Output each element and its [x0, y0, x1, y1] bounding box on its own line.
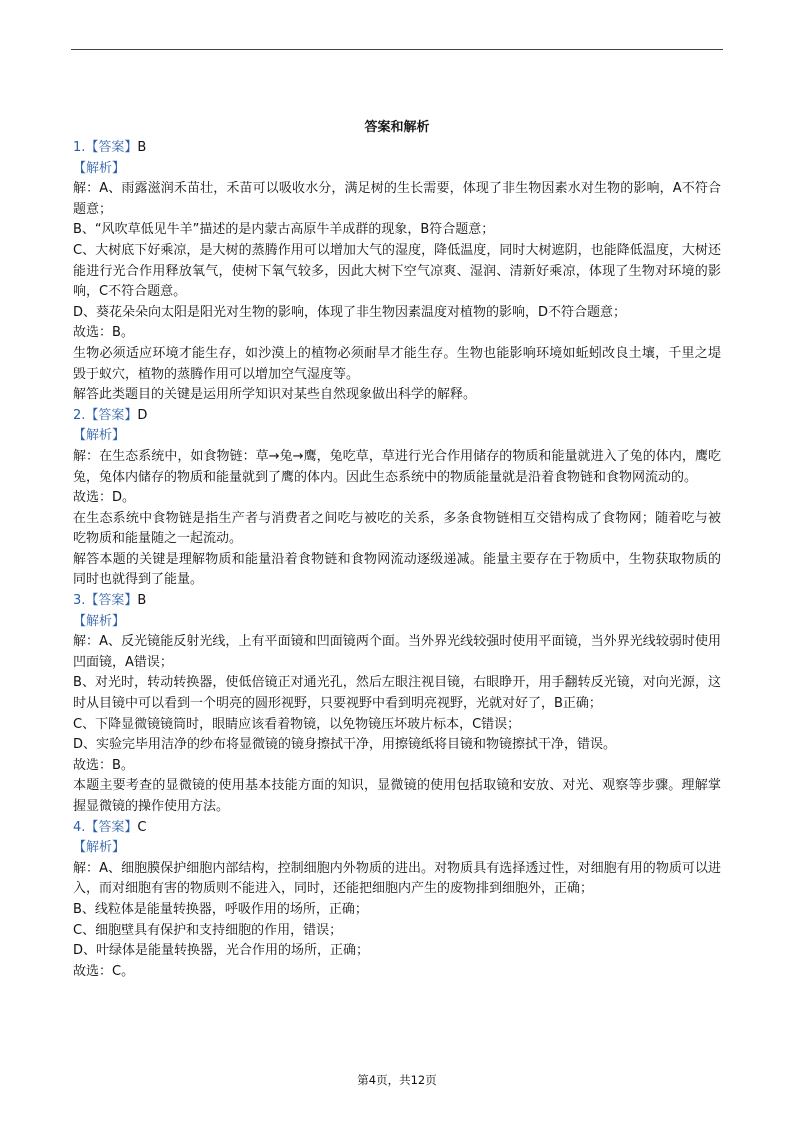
line-text: 解：A、细胞膜保护细胞内部结构，控制细胞内外物质的进出。对物质具有选择透过性，对细胞有用的物质可以进入，而对细胞有害的物质则不能进入，同时，还能把细胞内产生的废物排到细胞外，正确；	[73, 860, 721, 897]
header-rule	[71, 49, 723, 50]
line-text: C、细胞壁具有保护和支持细胞的作用，错误；	[73, 922, 343, 938]
label-tag: 【解析】	[73, 613, 126, 629]
label-tag: 【解析】	[73, 160, 126, 176]
line-text: D、葵花朵朵向太阳是阳光对生物的影响，体现了非生物因素温度对植物的影响，D不符合题意；	[73, 304, 627, 320]
line-text: 故选：B。	[73, 325, 134, 341]
line-text: 故选：D。	[73, 490, 136, 506]
analysis-paragraph	[73, 941, 721, 962]
line-text: B、对光时，转动转换器，使低倍镜正对通光孔，然后左眼注视目镜，右眼睁开，用手翻转反光镜，对向光源，这时从目镜中可以看到一个明亮的圆形视野，只要视野中看到明亮视野，光就对好了，B正确；	[73, 675, 721, 712]
line-text: C、大树底下好乘凉，是大树的蒸腾作用可以增加大气的湿度，降低温度，同时大树遮阴，也能降低温度，大树还能进行光合作用释放氧气，使树下氧气较多，因此大树下空气凉爽、湿润、清新好乘凉，体现了生物对环境的影响，C不符合题意。	[73, 242, 721, 300]
line-text: 生物必须适应环境才能生存，如沙漠上的植物必须耐旱才能生存。生物也能影响环境如蚯蚓改良土壤，千里之堤毁于蚁穴，植物的蒸腾作用可以增加空气湿度等。	[73, 345, 721, 382]
label-tag: 1.【答案】	[73, 140, 138, 155]
line-text: B、线粒体是能量转换器，呼吸作用的场所，正确；	[73, 901, 368, 917]
analysis-paragraph	[73, 715, 721, 736]
line-text: 解：在生态系统中，如食物链：草→兔→鹰，兔吃草，草进行光合作用储存的物质和能量就进入了兔的体内，鹰吃兔，兔体内储存的物质和能量就到了鹰的体内。因此生态系统中的物质能量就是沿着食物链和食物网流动的。	[73, 448, 721, 485]
line-text: B、“风吹草低见牛羊”描述的是内蒙古高原牛羊成群的现象，B符合题意；	[73, 222, 495, 238]
page-footer: 第4页，共12页	[357, 1073, 437, 1087]
analysis-paragraph	[73, 385, 721, 406]
line-text: 解：A、反光镜能反射光线，上有平面镜和凹面镜两个面。当外界光线较强时使用平面镜，当外界光线较弱时使用凹面镜，A错误；	[73, 634, 721, 670]
analysis-paragraph	[73, 488, 721, 509]
line-text: 故选：C。	[73, 963, 135, 979]
analysis-heading	[73, 426, 721, 447]
line-text: 解答此类题目的关键是运用所学知识对某些自然现象做出科学的解释。	[73, 387, 477, 403]
line-text: C、下降显微镜镜筒时，眼睛应该看着物镜，以免物镜压坏玻片标本，C错误；	[73, 716, 521, 732]
line-text: D、实验完毕用洁净的纱布将显微镜的镜身擦拭干净，用擦镜纸将目镜和物镜擦拭干净，错误。	[73, 737, 617, 753]
label-tag: 2.【答案】	[73, 407, 138, 423]
line-text: B	[137, 140, 147, 155]
line-text: 解答本题的关键是理解物质和能量沿着食物链和食物网流动逐级递减。能量主要存在于物质中，生物获取物质的同时也就得到了能量。	[73, 551, 721, 588]
line-text: B	[137, 593, 147, 609]
line-text: C	[137, 819, 147, 835]
answer-line	[73, 818, 721, 839]
label-tag: 【解析】	[73, 840, 126, 856]
label-tag: 4.【答案】	[73, 819, 138, 835]
answer-line	[73, 591, 721, 612]
line-text: 本题主要考查的显微镜的使用基本技能方面的知识，显微镜的使用包括取镜和安放、对光、观察等步骤。理解掌握显微镜的操作使用方法。	[73, 778, 721, 814]
line-text: D	[137, 407, 148, 423]
answer-line	[73, 138, 721, 159]
answer-line	[73, 406, 721, 427]
analysis-paragraph	[73, 921, 721, 942]
analysis-paragraph	[73, 735, 721, 756]
analysis-paragraph	[73, 303, 721, 324]
analysis-paragraph	[73, 859, 721, 900]
label-tag: 3.【答案】	[73, 593, 138, 609]
analysis-paragraph	[73, 962, 721, 983]
line-text: 故选：B。	[73, 757, 134, 773]
analysis-paragraph	[73, 447, 721, 488]
page-title: 答案和解析	[364, 120, 430, 135]
line-text: 解：A、雨露滋润禾苗壮，禾苗可以吸收水分，满足树的生长需要，体现了非生物因素水对生物的影响，A不符合题意；	[73, 181, 721, 217]
label-tag: 【解析】	[73, 428, 126, 444]
line-text: 在生态系统中食物链是指生产者与消费者之间吃与被吃的关系，多条食物链相互交错构成了食物网；随着吃与被吃物质和能量随之一起流动。	[73, 510, 721, 547]
analysis-paragraph	[73, 241, 721, 303]
analysis-paragraph	[73, 323, 721, 344]
analysis-paragraph	[73, 220, 721, 241]
analysis-paragraph	[73, 673, 721, 714]
analysis-paragraph	[73, 632, 721, 673]
analysis-paragraph	[73, 509, 721, 550]
answer-content	[73, 138, 721, 982]
line-text: D、叶绿体是能量转换器，光合作用的场所，正确；	[73, 943, 370, 959]
analysis-heading	[73, 838, 721, 859]
analysis-paragraph	[73, 344, 721, 385]
analysis-heading	[73, 159, 721, 180]
analysis-paragraph	[73, 776, 721, 817]
analysis-paragraph	[73, 550, 721, 591]
analysis-paragraph	[73, 179, 721, 220]
analysis-paragraph	[73, 900, 721, 921]
analysis-paragraph	[73, 756, 721, 777]
analysis-heading	[73, 612, 721, 633]
